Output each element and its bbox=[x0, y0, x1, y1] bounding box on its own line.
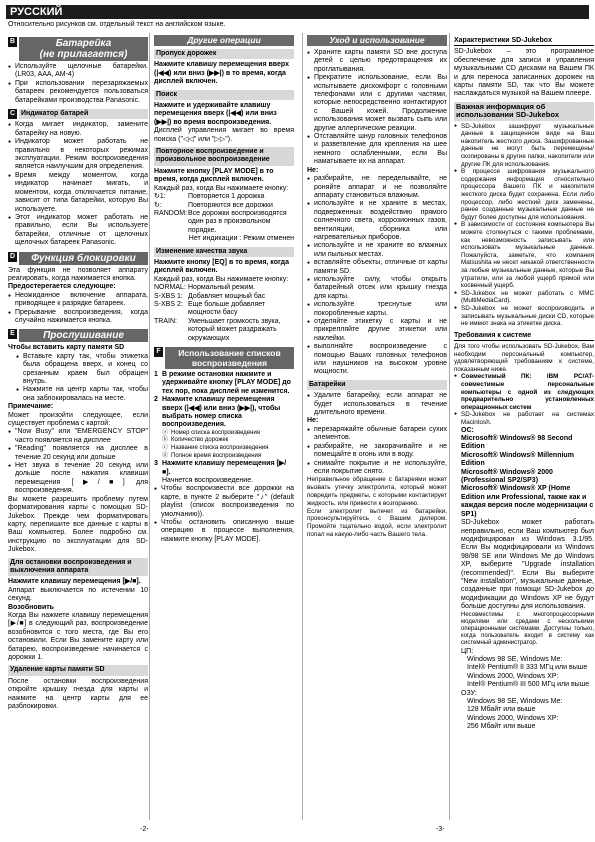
important-title: Важная информация об использовании SD-Jukebox bbox=[454, 102, 594, 121]
step-3-text: Начнется воспроизведение. bbox=[162, 477, 254, 485]
indicator-section bbox=[8, 109, 148, 119]
step-text: Нажмите клавишу перемещения вверх (|◀◀) или вниз (▶▶|), чтобы выбрать номер списка воспроизведения. bbox=[162, 396, 281, 429]
note-title: Примечание: bbox=[8, 403, 54, 411]
note-list bbox=[8, 428, 148, 495]
cpu-title: ЦП: bbox=[461, 647, 474, 655]
table-cell: Повторяются все дорожки bbox=[188, 201, 273, 209]
list-item: ● Совместимый ПК: IBM PC/AT-совместимые персональные компьютеры с одной из следующих предварительно установленных операционных систем bbox=[454, 373, 594, 411]
intro-note: Относительно рисунков см. отдельный текст на английском языке. bbox=[8, 21, 226, 28]
playlist-notes bbox=[154, 485, 294, 544]
skip-instruction: Нажмите клавишу перемещения вверх (|◀◀) или вниз (▶▶|) в то время, когда дисплей включен. bbox=[154, 61, 289, 86]
os-item: Microsoft® Windows® XP (Home Edition или Professional, также как и каждая версия после модернизации с SP1) bbox=[461, 485, 594, 518]
table-cell: Номер списка воспроизведения bbox=[171, 429, 261, 436]
skip-title: Пропуск дорожек bbox=[154, 49, 294, 59]
list-item: ● разбирайте, не закорачивайте и не помещайте в огонь или в воду. bbox=[307, 443, 447, 460]
step-text: Нажмите клавишу перемещения [▶/■]. bbox=[162, 460, 287, 476]
play-title: Прослушивание bbox=[19, 329, 148, 342]
stop-text: Аппарат выключается по истечении 10 секунд. bbox=[8, 586, 148, 603]
table-row bbox=[154, 202, 294, 210]
eq-table bbox=[154, 284, 294, 343]
step-2 bbox=[154, 396, 294, 430]
table-cell: ⓑ bbox=[162, 437, 169, 444]
system-list bbox=[454, 373, 594, 426]
table-row bbox=[162, 437, 268, 445]
list-item: ● SD-Jukebox не может воспроизводить и записывать музыкальные диски CD, которые не имеют знака на этикетке диска. bbox=[454, 305, 594, 328]
figure-label-c: C bbox=[9, 110, 16, 118]
table-cell: Еще больше добавляет мощности басу bbox=[188, 300, 266, 317]
cpu-line: Windows 2000, Windows XP: bbox=[467, 672, 559, 680]
cpu-line: Intel® Pentium® II 333 МГц или выше bbox=[467, 664, 588, 672]
batteries-title: Батарейки bbox=[307, 380, 447, 390]
battery-section bbox=[8, 37, 148, 61]
ram-line: 256 Мбайт или выше bbox=[467, 723, 536, 731]
playlist-section bbox=[154, 347, 294, 369]
hold-title: Функция блокировки bbox=[19, 252, 148, 265]
search-instruction: Нажмите и удерживайте клавишу перемещения вверх (|◀◀) или вниз (▶▶|) во время воспроизведения. bbox=[154, 102, 277, 126]
os-title: ОС: bbox=[461, 426, 474, 434]
os-item: Microsoft® Windows® Millennium Edition bbox=[461, 451, 574, 468]
hold-text: Эта функция не позволяет аппарату реагировать, когда нажимается кнопка. bbox=[8, 266, 148, 282]
list-item: ● Используйте щелочные батарейки. (LR03, AAA, AM-4) bbox=[8, 63, 148, 80]
important-list bbox=[454, 123, 594, 328]
table-row bbox=[154, 210, 294, 235]
table-row bbox=[162, 430, 268, 438]
list-item: ● SD-Jukebox зашифрует музыкальные данные в защищенном виде на Ваш накопитель жесткого диска. Зашифрованные данные не могут быть перемещены/скопированы в другие папки, накопители или другие ПК для использования. bbox=[454, 123, 594, 169]
table-cell: S-XBS 1: bbox=[154, 292, 183, 300]
list-item: ● Вставьте карту так, чтобы этикетка была обращена вверх, и конец со срезанным краем был обращен внутрь. bbox=[16, 353, 148, 387]
figure-label-f: F bbox=[154, 347, 163, 357]
dont-title-2: Не: bbox=[307, 417, 319, 425]
ram-title: ОЗУ: bbox=[461, 689, 477, 697]
battery-warning-1: Неправильное обращение с батареями может вызвать утечку электролита, который может повредить предметы, с которыми контактирует жидкость, или привести к возгоранию. bbox=[307, 476, 447, 507]
cpu-line: Intel® Pentium® III 500 МГц или выше bbox=[467, 681, 590, 689]
table-row bbox=[154, 284, 294, 292]
table-cell: Добавляет мощный бас bbox=[188, 292, 266, 300]
table-row bbox=[154, 193, 294, 201]
table-cell: Полное время воспроизведения bbox=[171, 452, 262, 459]
list-item: ● При использовании перезаряжаемых батареек рекомендуется пользоваться батарейками производства Panasonic. bbox=[8, 80, 148, 105]
list-item: ● Прекратите использование, если Вы испытываете дискомфорт с головными телефонами или с другими частями, которые непосредственно контактируют с Вашей кожей. Продолжение использования может вызвать сыпь или другие аллергические реакции. bbox=[307, 74, 447, 133]
table-cell: ↻1: bbox=[154, 193, 166, 201]
table-row bbox=[154, 301, 294, 318]
repeat-table bbox=[154, 193, 294, 235]
list-item: ● Время между моментом, когда индикатор начинает мигать, и моментом, когда отключается питание, зависит от типа батарейки, которую Вы используете. bbox=[8, 172, 148, 214]
repeat-title: Повторное воспроизведение и произвольное воспроизведение bbox=[154, 147, 294, 166]
battery-title bbox=[19, 37, 148, 61]
battery-list bbox=[8, 63, 148, 105]
list-item: ● SD-Jukebox не может работать с MMC (MultiMediaCard). bbox=[454, 290, 594, 305]
jukebox-text: SD-Jukebox – это программное обеспечение для записи и управления музыкальными CD дисками на Вашем ПК и для переноса записанных дорожек на карты памяти SD, так что Вы можете наслаждаться музыкой на Вашем плеере. bbox=[454, 48, 594, 98]
list-item: ● используйте и не храните во влажных или пыльных местах. bbox=[307, 242, 447, 259]
table-cell: ⓐ bbox=[162, 429, 169, 436]
repeat-lead: Каждый раз, когда Вы нажимаете кнопку: bbox=[154, 184, 289, 192]
table-cell: ⓓ bbox=[162, 452, 169, 459]
system-title: Требования к системе bbox=[454, 332, 594, 341]
list-item: ● Отставляйте шнур головных телефонов и разветвление для крепления на шее немного ослабленными, если Вы наматываете их на аппарат. bbox=[307, 133, 447, 167]
resume-text: Когда Вы нажмете клавишу перемещения [▶/■] в следующий раз, воспроизведение возобновится с того места, где Вы его остановили. Если Вы замените карту или батарею, воспроизведение начинается с дорожки 1. bbox=[8, 611, 148, 661]
list-item: ● Когда мигает индикатор, замените батарейку на новую. bbox=[8, 121, 148, 138]
os-list bbox=[454, 435, 594, 519]
ram-line: 128 Мбайт или выше bbox=[467, 706, 536, 714]
list-item: ● Чтобы воспроизвести все дорожки на карте, в пункте 2 выберите "♪" (default playlist (список воспроизведения по умолчанию)). bbox=[154, 485, 294, 519]
list-item: ● используйте силу, чтобы открыть батарейный отсек или крышку гнезда для карты. bbox=[307, 276, 447, 301]
table-cell: S-XBS 2: bbox=[154, 300, 183, 308]
battery-title-line1: Батарейка bbox=[55, 38, 112, 49]
remove-text: После остановки воспроизведения откройте крышку гнезда для карты и нажмите на центр карты для ее разблокировки. bbox=[8, 677, 148, 711]
table-cell: Все дорожки воспроизводятся один раз в произвольном порядке. bbox=[188, 209, 287, 234]
column-2 bbox=[154, 33, 294, 544]
dont-list bbox=[307, 175, 447, 377]
insert-list bbox=[8, 353, 148, 403]
column-3 bbox=[307, 33, 447, 539]
column-divider bbox=[449, 33, 450, 820]
list-item: ● разбирайте, не переделывайте, не роняйте аппарат и не позволяйте аппарату становиться влажным. bbox=[307, 175, 447, 200]
table-cell: RANDOM: bbox=[154, 209, 188, 217]
ops-title: Другие операции bbox=[154, 35, 294, 46]
list-item: ● вставляйте объекты, отличные от карты памяти SD. bbox=[307, 259, 447, 276]
dont-title: Не: bbox=[307, 166, 319, 174]
ram-line: Windows 2000, Windows XP: bbox=[467, 714, 559, 722]
ram-line: Windows 98 SE, Windows Me: bbox=[467, 698, 563, 706]
remove-title: Удаление карты памяти SD bbox=[8, 665, 148, 675]
list-item: ● Удалите батарейку, если аппарат не будет использоваться в течение длительного времени. bbox=[307, 392, 447, 417]
eq-instruction: Нажмите кнопку [EQ] в то время, когда дисплей включен. bbox=[154, 258, 289, 275]
list-item: ● Чтобы остановить описанную выше операцию в процессе выполнения, нажмите кнопку [PLAY MODE]. bbox=[154, 519, 294, 544]
table-row bbox=[154, 293, 294, 301]
table-row bbox=[162, 453, 268, 461]
os-text: SD-Jukebox может работать неправильно, если Ваш компьютер был модифицирован из Windows 3.1/95. Если Вы модифицировали из Windows 98/98 SE или Windows Me до Windows XP, выберите "Upgrade installation (recommended)". Если Вы выберите "New installation", музыкальные данные, созданные при помощи SD-Jukebox до модификации до Windows XP не будут больше доступны для использования. bbox=[461, 519, 594, 611]
system-text: Для того чтобы использовать SD-Jukebox, Вам необходим персональный компьютер, удовлетворяющий требованиям к системе, показанным ниже. bbox=[454, 343, 594, 373]
list-item: ● Прерывание воспроизведения, когда случайно нажимается кнопка. bbox=[8, 309, 148, 326]
table-row bbox=[154, 318, 294, 343]
table-cell: Уменьшает громкость звука, который может раздражать окружающих bbox=[188, 317, 281, 342]
list-item: ● выполняйте воспроизведение с помощью Ваших головных телефонов или наушников на высоком уровне мощности. bbox=[307, 343, 447, 377]
list-item: ● используйте треснутые или покоробленные карты. bbox=[307, 301, 447, 318]
column-divider bbox=[149, 33, 150, 820]
figure-label-d: D bbox=[9, 252, 16, 260]
step-text: В режиме остановки нажмите и удерживайте кнопку [PLAY MODE] до тех пор, пока дисплей не изменится. bbox=[162, 371, 291, 395]
indicator-title: Индикатор батарей bbox=[19, 109, 148, 119]
list-item: ● Храните карты памяти SD вне доступа детей с целью предотвращения их проглатывания. bbox=[307, 49, 447, 74]
list-item: ● Этот индикатор может работать не правильно, если Вы используете батарейки, отличные от щелочных щелочных батареек Panasonic. bbox=[8, 214, 148, 248]
step-number: 2 bbox=[154, 396, 158, 404]
table-cell: NORMAL: bbox=[154, 284, 186, 292]
figure-label-e: E bbox=[8, 329, 17, 339]
playlist-legend bbox=[162, 430, 268, 460]
list-item: ● используйте и не храните в местах, подверженных воздействию прямого солнечного света, коррозионных газов, вентиляции, сборника или нагревательных приборов. bbox=[307, 200, 447, 242]
step-number: 3 bbox=[154, 460, 158, 468]
list-item: ● снимайте покрытие и не используйте, если покрытие снято. bbox=[307, 460, 447, 477]
stop-title: Для остановки воспроизведения и выключения аппарата bbox=[8, 558, 148, 577]
table-cell: Повторяется 1 дорожка bbox=[188, 193, 265, 201]
hold-list bbox=[8, 292, 148, 326]
page-number-right: -3- bbox=[436, 826, 445, 833]
note-text: Может произойти следующее, если существует проблема с картой: bbox=[8, 411, 148, 428]
table-row bbox=[162, 445, 268, 453]
figure-label-b: B bbox=[9, 38, 16, 45]
step-number: 1 bbox=[154, 371, 158, 378]
battery-warning-2: Если электролит вытечет из батарейки, проконсультируйтесь с Вашим дилером. Промойте тщательно водой, если электролит попал на какую-либо часть Вашего тела. bbox=[307, 507, 447, 538]
care-title: Уход и использование bbox=[307, 35, 447, 46]
column-1 bbox=[8, 33, 148, 711]
stop-instruction: Нажмите клавишу перемещения [▶/■]. bbox=[8, 578, 141, 586]
table-cell: ⓒ bbox=[162, 445, 169, 452]
cpu-line: Windows 98 SE, Windows Me: bbox=[467, 655, 563, 663]
os-note: Несовместимы с многопроцессорными моделями или средами с несколькими операционными системами. Доступны только, когда пользователь входит в систему как системный администратор. bbox=[461, 611, 594, 647]
list-item: ● SD-Jukebox не работает на системах Macintosh. bbox=[454, 411, 594, 426]
battery-title-line2: (не прилагается) bbox=[39, 49, 128, 60]
list-item: ● В процессе шифрования музыкального содержания информация относительно процессора Вашего ПК и накопителя жесткого диска будет сохранена. Если либо процессор, либо жесткий диск заменены, ранее созданные музыкальные данные не будут более доступны для использования. bbox=[454, 168, 594, 221]
language-header: РУССКИЙ bbox=[6, 5, 589, 19]
list-item: ● Нет звука в течение 20 секунд или дольше после нажатия клавиши перемещения [▶/■] для воспроизведения. bbox=[8, 462, 148, 496]
page-number-left: -2- bbox=[140, 826, 149, 833]
step-3 bbox=[154, 460, 294, 477]
batteries-list bbox=[307, 392, 447, 417]
list-item: ● "Reading" появляется на дисплее в течение 20 секунд или дольше bbox=[8, 445, 148, 462]
table-cell: TRAIN: bbox=[154, 317, 177, 325]
indicator-list bbox=[8, 121, 148, 247]
table-cell: Количество дорожек bbox=[171, 437, 229, 444]
insert-title: Чтобы вставить карту памяти SD bbox=[8, 344, 125, 352]
table-cell: Нормальный режим. bbox=[188, 284, 256, 292]
hold-section bbox=[8, 252, 148, 265]
note-tail: Вы можете разрешить проблему путем форматирования карты с помощью SD-Jukebox. Прежде чем форматировать карту, перепишите все данные с карты в Ваш компьютер. Более подробно см. инструкцию по эксплуатации для SD-Jukebox. bbox=[8, 495, 148, 554]
table-cell: ↻: bbox=[154, 201, 162, 209]
column-4 bbox=[454, 33, 594, 732]
eq-title: Изменение качества звука bbox=[154, 247, 294, 257]
dont-list-2 bbox=[307, 426, 447, 476]
ram-block bbox=[454, 690, 594, 732]
step-1 bbox=[154, 371, 294, 396]
list-item: ● "Now Busy" или "EMERGENCY STOP" часто появляется на дисплее bbox=[8, 428, 148, 445]
repeat-off: Нет индикации : Режим отменен bbox=[188, 235, 294, 243]
os-item: Microsoft® Windows® 2000 (Professional SP2/SP3) bbox=[461, 468, 553, 485]
playlist-title: Использование списков воспроизведения bbox=[165, 347, 294, 369]
search-title: Поиск bbox=[154, 90, 294, 100]
repeat-instruction: Нажмите кнопку [PLAY MODE] в то время, когда дисплей включен. bbox=[154, 167, 274, 184]
list-item: ● перезаряжайте обычные батареи сухих элементов. bbox=[307, 426, 447, 443]
cpu-block bbox=[454, 648, 594, 690]
list-item: ● Индикатор может работать не правильно в некоторых режимах эксплуатации. Режим воспроизведения является наилучшим для определения. bbox=[8, 138, 148, 172]
list-item: ● отделяйте этикетку с карты и не прикрепляйте другие этикетки или наклейки. bbox=[307, 318, 447, 343]
column-divider bbox=[302, 33, 303, 820]
search-text: Дисплей управления мигает во время поиска ("◁◁" или "▷▷"). bbox=[154, 127, 294, 143]
table-cell: Название списка воспроизведения bbox=[171, 445, 269, 452]
os-item: Microsoft® Windows® 98 Second Edition bbox=[461, 435, 573, 451]
eq-lead: Каждый раз, когда Вы нажимаете кнопку: bbox=[154, 275, 289, 283]
play-section bbox=[8, 329, 148, 342]
resume-title: Возобновить bbox=[8, 603, 54, 611]
care-list bbox=[307, 49, 447, 167]
hold-warning: Предостерегается следующее: bbox=[8, 283, 116, 291]
jukebox-title: Характеристики SD-Jukebox bbox=[454, 37, 594, 46]
list-item: ● Нажмите на центр карты так, чтобы она заблокировалась на месте. bbox=[16, 386, 148, 403]
list-item: ● В зависимости от состояния компьютера Вы можете столкнуться с такими проблемами, как невозможность записывать или использовать музыкальные данные. Пожалуйста, заметьте, что компания Matsushita не несет никакой ответственности за любые музыкальные данные, которые Вы утратили, или за любой ущерб прямой или косвенный ущерб. bbox=[454, 221, 594, 289]
list-item: ● Неожиданное включение аппарата, приводящее к разрядке батареек. bbox=[8, 292, 148, 309]
